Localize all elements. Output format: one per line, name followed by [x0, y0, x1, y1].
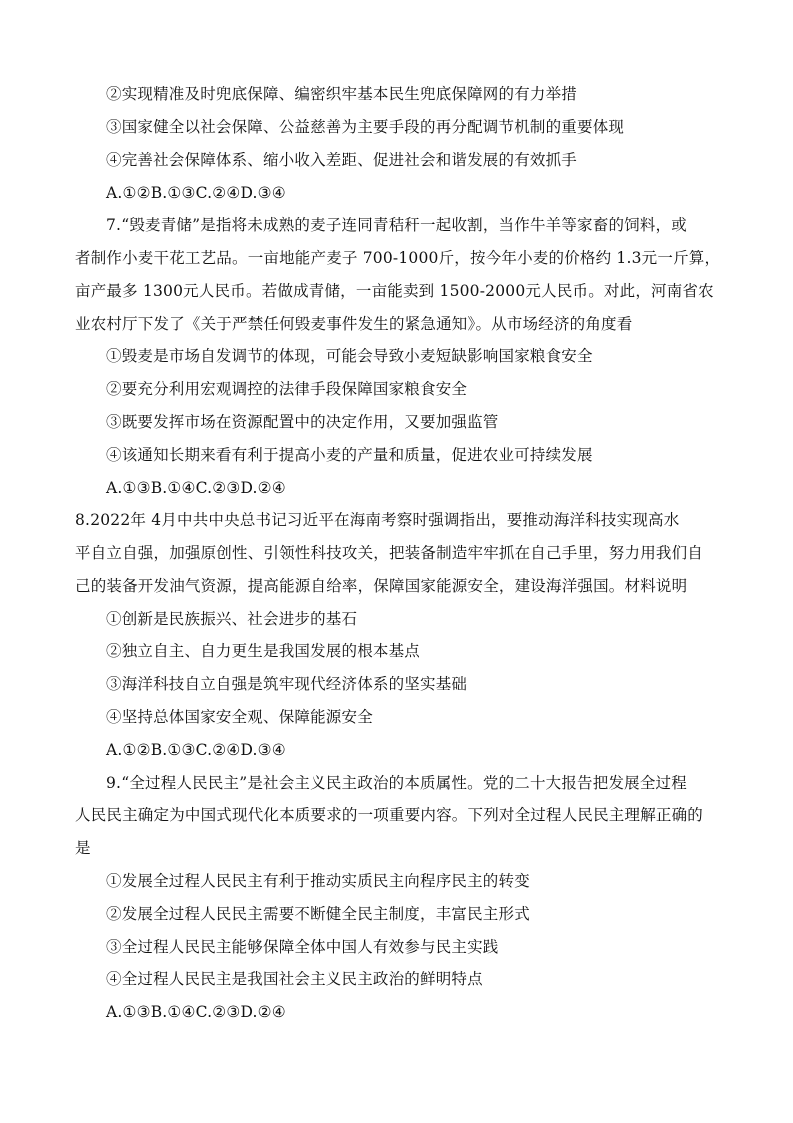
answer-choices: A.①③B.①④C.②③D.②④: [106, 479, 286, 497]
option-4: ④完善社会保障体系、缩小收入差距、促进社会和谐发展的有效抓手: [106, 151, 578, 169]
option-2: ②独立自主、自力更生是我国发展的根本基点: [106, 642, 421, 660]
option-3: ③海洋科技自立自强是筑牢现代经济体系的坚实基础: [106, 675, 468, 693]
option-3: ③全过程人民民主能够保障全体中国人有效参与民主实践: [106, 938, 499, 956]
question-stem-line: 人民民主确定为中国式现代化本质要求的一项重要内容。下列对全过程人民民主理解正确的: [75, 806, 704, 824]
question-stem-line: 9.“全过程人民民主”是社会主义民主政治的本质属性。党的二十大报告把发展全过程: [106, 774, 687, 792]
option-2: ②发展全过程人民民主需要不断健全民主制度，丰富民主形式: [106, 905, 530, 923]
option-1: ①创新是民族振兴、社会进步的基石: [106, 610, 358, 628]
option-2: ②实现精准及时兜底保障、编密织牢基本民生兜底保障网的有力举措: [106, 85, 578, 103]
option-3: ③国家健全以社会保障、公益慈善为主要手段的再分配调节机制的重要体现: [106, 118, 625, 136]
question-stem-line: 是: [75, 839, 91, 857]
answer-choices: A.①③B.①④C.②③D.②④: [106, 1003, 286, 1021]
option-3: ③既要发挥市场在资源配置中的决定作用，又要加强监管: [106, 413, 499, 431]
question-stem-line: 己的装备开发油气资源，提高能源自给率，保障国家能源安全，建设海洋强国。材料说明: [75, 577, 688, 595]
answer-choices: A.①②B.①③C.②④D.③④: [106, 741, 286, 759]
question-stem-line: 平自立自强，加强原创性、引领性科技攻关，把装备制造牢牢抓在自己手里，努力用我们自: [75, 544, 704, 562]
question-stem-line: 业农村厅下发了《关于严禁任何毁麦事件发生的紧急通知》。从市场经济的角度看: [75, 315, 633, 333]
question-stem-line: 亩产最多 1300元人民币。若做成青储，一亩能卖到 1500-2000元人民币。对此，河南省农: [75, 282, 714, 300]
option-1: ①毁麦是市场自发调节的体现，可能会导致小麦短缺影响国家粮食安全: [106, 347, 593, 365]
option-4: ④该通知长期来看有利于提高小麦的产量和质量，促进农业可持续发展: [106, 446, 593, 464]
option-2: ②要充分利用宏观调控的法律手段保障国家粮食安全: [106, 380, 468, 398]
option-1: ①发展全过程人民民主有利于推动实质民主向程序民主的转变: [106, 872, 530, 890]
question-stem-line: 7.“毁麦青储”是指将未成熟的麦子连同青秸秆一起收割，当作牛羊等家畜的饲料，或: [106, 216, 687, 234]
question-stem-line: 8.2022年 4月中共中央总书记习近平在海南考察时强调指出，要推动海洋科技实现高水: [75, 511, 680, 529]
option-4: ④坚持总体国家安全观、保障能源安全: [106, 708, 373, 726]
question-stem-line: 者制作小麦干花工艺品。一亩地能产麦子 700-1000斤，按今年小麦的价格约 1.3元一斤算，: [75, 249, 721, 267]
answer-choices: A.①②B.①③C.②④D.③④: [106, 184, 286, 202]
option-4: ④全过程人民民主是我国社会主义民主政治的鲜明特点: [106, 970, 483, 988]
